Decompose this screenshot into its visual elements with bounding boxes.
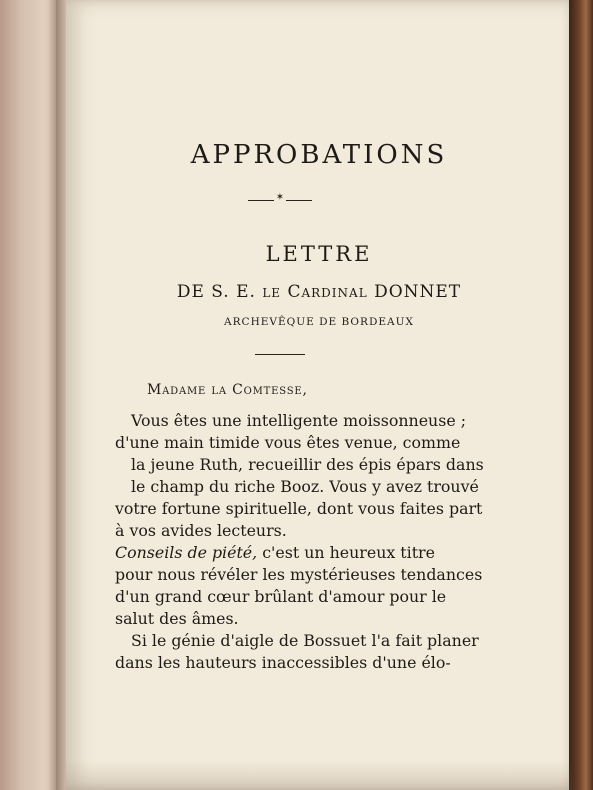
ornament-line-right (286, 200, 312, 201)
salutation-text: Madame la Comtesse, (147, 382, 308, 398)
book-binding-edge (569, 0, 593, 790)
body-line: votre fortune spirituelle, dont vous faites part (115, 499, 483, 518)
page-bottom-shadow (66, 760, 572, 790)
title-ornament (248, 192, 312, 206)
body-line: d'un grand cœur brûlant d'amour pour le (115, 587, 447, 606)
body-line: dans les hauteurs inaccessibles d'une élo- (115, 653, 451, 672)
letter-author-role: ARCHEVÊQUE DE BORDEAUX (224, 316, 414, 328)
ornament-line-left (248, 200, 274, 201)
body-line: la jeune Ruth, recueillir des épis épars dans (131, 455, 484, 474)
page-title: APPROBATIONS (190, 140, 448, 170)
body-line: le champ du riche Booz. Vous y avez trouvé (131, 477, 479, 496)
body-line: d'une main timide vous êtes venue, comme (115, 433, 461, 452)
letter-author-text: DE S. E. le Cardinal DONNET (176, 282, 462, 302)
book-title-italic: Conseils de piété, (115, 543, 258, 562)
body-line (115, 542, 455, 564)
body-line-text: c'est un heureux titre (257, 543, 435, 562)
body-line: à vos avides lecteurs. (115, 521, 287, 540)
body-line (115, 410, 467, 432)
body-line: pour nous révéler les mystérieuses tendances (115, 565, 483, 584)
body-line: salut des âmes. (115, 609, 239, 628)
ornament-star-icon: ✶ (275, 192, 285, 203)
body-line: Si le génie d'aigle de Bossuet l'a fait planer (131, 631, 479, 650)
letter-body (115, 410, 484, 674)
salutation (147, 382, 308, 398)
letter-author (66, 282, 572, 302)
body-line-text: Vous êtes une intelligente moissonneuse ; (131, 411, 467, 430)
letter-title: LETTRE (265, 242, 373, 266)
section-divider (255, 354, 305, 355)
